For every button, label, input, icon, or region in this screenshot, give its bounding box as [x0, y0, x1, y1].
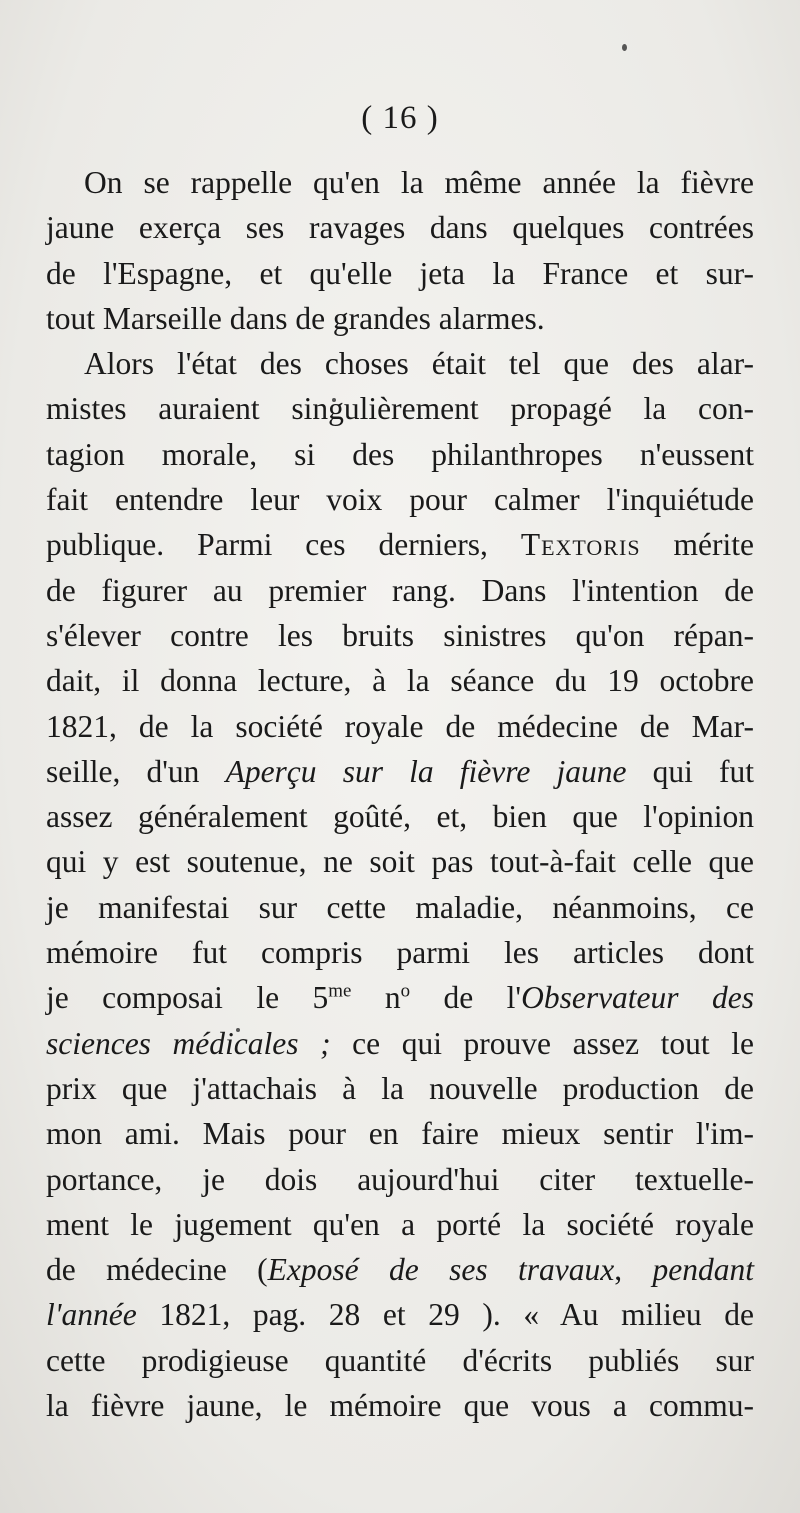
text-line	[46, 1247, 754, 1292]
text-run: 1821, de la société royale de médecine de Mar-	[46, 708, 754, 744]
text-line	[46, 568, 754, 613]
superscript: me	[328, 980, 352, 1002]
text-run: je manifestai sur cette maladie, néanmoins, ce	[46, 889, 754, 925]
italic-text: Exposé de ses travaux	[267, 1252, 615, 1288]
text-line	[46, 613, 754, 658]
text-run: publique. Parmi ces derniers,	[46, 527, 521, 563]
text-run: ,	[614, 1252, 653, 1288]
text-line	[46, 160, 754, 205]
text-line	[46, 885, 754, 930]
text-run: mon ami. Mais pour en faire mieux sentir l'im-	[46, 1116, 754, 1152]
text-line	[46, 975, 754, 1020]
text-line	[46, 749, 754, 794]
text-run: prix que j'attachais à la nouvelle production de	[46, 1070, 754, 1106]
text-line	[46, 432, 754, 477]
text-run: mémoire fut compris parmi les articles dont	[46, 935, 754, 971]
text-line	[46, 1157, 754, 1202]
text-run: Alors l'état des choses était tel que des alar-	[84, 346, 754, 382]
text-line	[46, 930, 754, 975]
text-line	[46, 386, 754, 431]
text-line	[46, 839, 754, 884]
italic-text: l'année	[46, 1297, 137, 1333]
text-run: de médecine (	[46, 1252, 268, 1288]
text-line	[46, 341, 754, 386]
text-line	[46, 658, 754, 703]
text-line	[46, 1383, 754, 1428]
text-line	[46, 704, 754, 749]
text-run: cette prodigieuse quantité d'écrits publiés sur	[46, 1342, 754, 1378]
text-line	[46, 1338, 754, 1383]
text-line	[46, 205, 754, 250]
text-line	[46, 477, 754, 522]
text-line	[46, 251, 754, 296]
text-run: dait, il donna lecture, à la séance du 19 octobre	[46, 663, 754, 699]
text-line	[46, 1066, 754, 1111]
text-run: de l'Espagne, et qu'elle jeta la France et sur-	[46, 255, 754, 291]
text-run: tagion morale, si des philanthropes n'eussent	[46, 436, 754, 472]
text-run: n	[351, 980, 401, 1016]
text-run: je composai le 5	[46, 980, 329, 1016]
text-run: la fièvre jaune, le mémoire que vous a commu-	[46, 1388, 754, 1424]
small-caps-name: Textoris	[520, 527, 641, 563]
text-run: 1821, pag. 28 et 29 ). « Au milieu de	[136, 1297, 754, 1333]
text-run: fait entendre leur voix pour calmer l'inquiétude	[46, 482, 754, 518]
text-run: tout Marseille dans de grandes alarmes.	[46, 300, 545, 336]
text-run: mérite	[640, 527, 754, 563]
text-run: On se rappelle qu'en la même année la fièvre	[84, 165, 754, 200]
italic-text: pendant	[652, 1252, 754, 1288]
text-run: de l'	[410, 980, 522, 1016]
text-line	[46, 522, 754, 567]
ink-speck	[622, 44, 627, 51]
italic-text: Observateur des	[521, 980, 754, 1016]
text-run: ce qui prouve assez tout le	[330, 1025, 754, 1061]
text-run: assez généralement goûté, et, bien que l'opinion	[46, 799, 754, 835]
italic-text: sciences médicales ;	[46, 1025, 331, 1061]
page-number: ( 16 )	[361, 100, 439, 136]
text-run: s'élever contre les bruits sinistres qu'on répan-	[46, 617, 754, 653]
text-run: portance, je dois aujourd'hui citer textuelle-	[46, 1161, 754, 1197]
text-line	[46, 1292, 754, 1337]
text-run: ment le jugement qu'en a porté la société royale	[46, 1206, 754, 1242]
body-text	[46, 160, 754, 1428]
text-run: jaune exerça ses ravages dans quelques contrées	[46, 210, 754, 246]
superscript: o	[400, 980, 411, 1002]
text-line	[46, 1202, 754, 1247]
text-run: mistes auraient singulièrement propagé la con-	[46, 391, 754, 427]
italic-text: Aperçu sur la fièvre jaune	[225, 753, 627, 789]
text-line	[46, 1111, 754, 1156]
text-run: de figurer au premier rang. Dans l'intention de	[46, 572, 754, 608]
text-line	[46, 794, 754, 839]
text-run: qui fut	[626, 753, 754, 789]
text-line	[46, 1021, 754, 1066]
text-run: qui y est soutenue, ne soit pas tout-à-fait celle que	[46, 844, 754, 880]
text-run: seille, d'un	[46, 753, 226, 789]
text-line	[46, 296, 754, 341]
